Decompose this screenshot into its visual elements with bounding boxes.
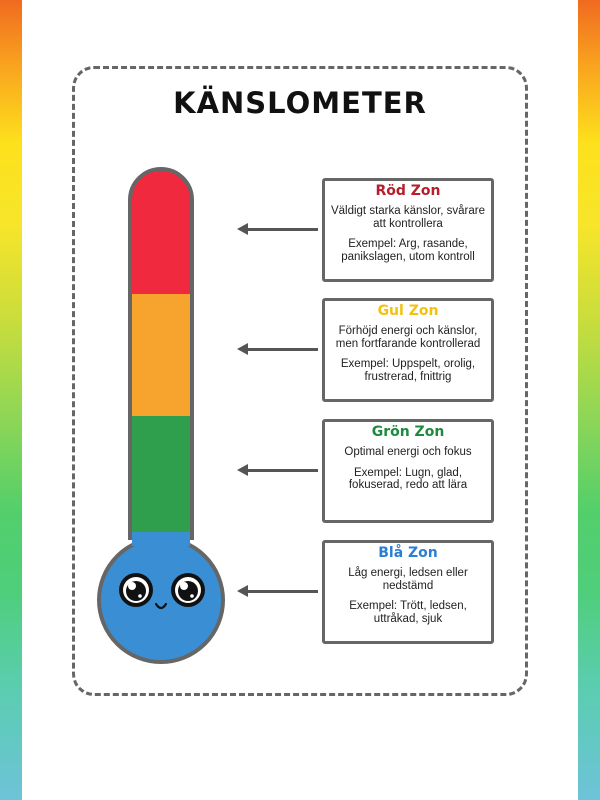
arrow-red-zone <box>246 228 318 231</box>
red-zone-description: Väldigt starka känslor, svårare att kontrollera <box>330 205 486 230</box>
arrow-blue-zone <box>246 590 318 593</box>
red-zone-segment <box>128 168 194 294</box>
blue-zone-description: Låg energi, ledsen eller nedstämd <box>348 567 468 592</box>
yellow-zone-example: Exempel: Uppspelt, orolig, frustrerad, fnittrig <box>340 358 476 383</box>
green-zone-description: Optimal energi och fokus <box>344 446 472 458</box>
bulb-neck <box>132 532 190 546</box>
page-title: KÄNSLOMETER <box>173 86 427 120</box>
yellow-zone-segment <box>128 294 194 416</box>
yellow-zone-box <box>322 298 494 402</box>
red-zone-example: Exempel: Arg, rasande, panikslagen, utom kontroll <box>341 238 475 263</box>
green-zone-title: Grön Zon <box>371 424 445 440</box>
green-zone-box <box>322 419 494 523</box>
red-zone-box <box>322 178 494 282</box>
yellow-zone-title: Gul Zon <box>377 303 439 319</box>
green-zone-example: Exempel: Lugn, glad, fokuserad, redo att lära <box>348 466 468 491</box>
blue-zone-example: Exempel: Trött, ledsen, uttråkad, sjuk <box>349 600 467 625</box>
blue-zone-title: Blå Zon <box>378 545 438 561</box>
blue-zone-box <box>322 540 494 644</box>
arrow-yellow-zone <box>246 348 318 351</box>
yellow-zone-description: Förhöjd energi och känslor, men fortfarande kontrollerad <box>335 325 481 350</box>
arrow-green-zone <box>246 469 318 472</box>
green-zone-segment <box>128 416 194 540</box>
thermometer-bulb <box>99 538 223 662</box>
red-zone-title: Röd Zon <box>375 183 441 199</box>
